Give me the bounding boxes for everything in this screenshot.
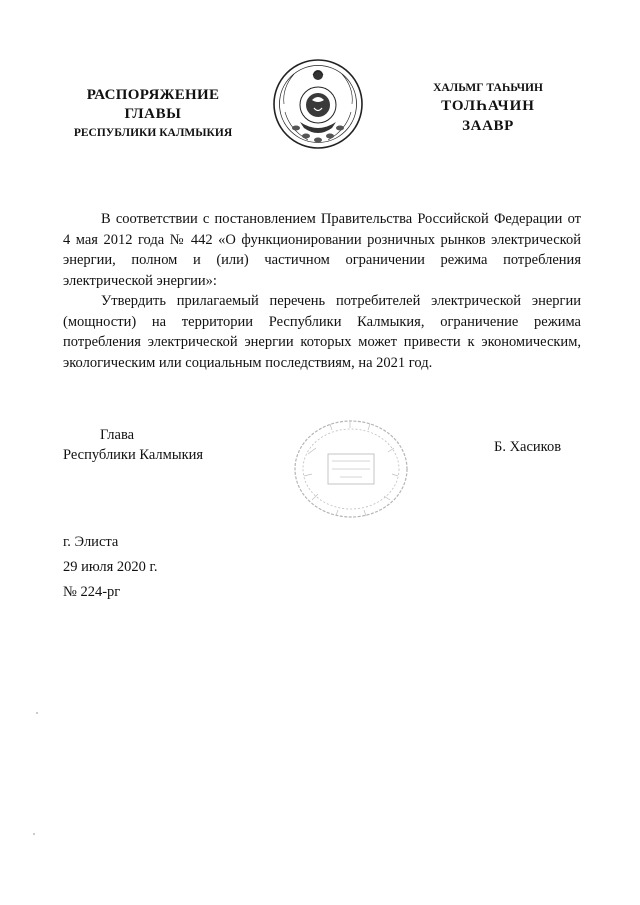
body-paragraph-2: Утвердить прилагаемый перечень потребителей электрической энергии (мощности) на территории Республики Калмыкия, ограничение режима потребления электрической энергии которых может привести к экономическим, экологическим или социальным последствиям, на 2021 год.	[63, 293, 581, 371]
body-paragraph-1: В соответствии с постановлением Правительства Российской Федерации от 4 мая 2012 года № 442 «О функционировании розничных рынков электрической энергии, полном и (или) частичном ограничении режима потребления электрической энергии»:	[63, 211, 581, 289]
signatory-title-line2: Республики Калмыкия	[63, 447, 204, 463]
footer-city: г. Элиста	[63, 534, 119, 550]
document-footer	[63, 530, 157, 605]
header-right-block	[408, 80, 568, 136]
signatory-title-line1: Глава	[100, 427, 135, 443]
coat-of-arms-emblem-icon	[272, 58, 364, 150]
scan-speck	[33, 833, 35, 835]
signatory-name: Б. Хасиков	[494, 439, 562, 455]
header-left-region: РЕСПУБЛИКИ КАЛМЫКИЯ	[73, 127, 233, 139]
signatory-title	[63, 425, 203, 465]
header-right-title: ТОЛҺАЧИН	[441, 98, 535, 114]
scan-speck	[36, 712, 38, 714]
header-left-title: РАСПОРЯЖЕНИЕ	[86, 87, 220, 103]
header-right-subtitle: ЗААВР	[462, 118, 514, 134]
order-body	[63, 209, 581, 373]
office-seal-stamp-icon	[288, 414, 414, 524]
footer-date: 29 июля 2020 г.	[63, 559, 158, 575]
footer-number: № 224-рг	[63, 584, 121, 600]
header-left-block	[58, 86, 248, 141]
header-right-region: ХАЛЬМГ ТАҺЬЧИН	[433, 82, 543, 94]
header-left-subtitle: ГЛАВЫ	[124, 106, 182, 122]
